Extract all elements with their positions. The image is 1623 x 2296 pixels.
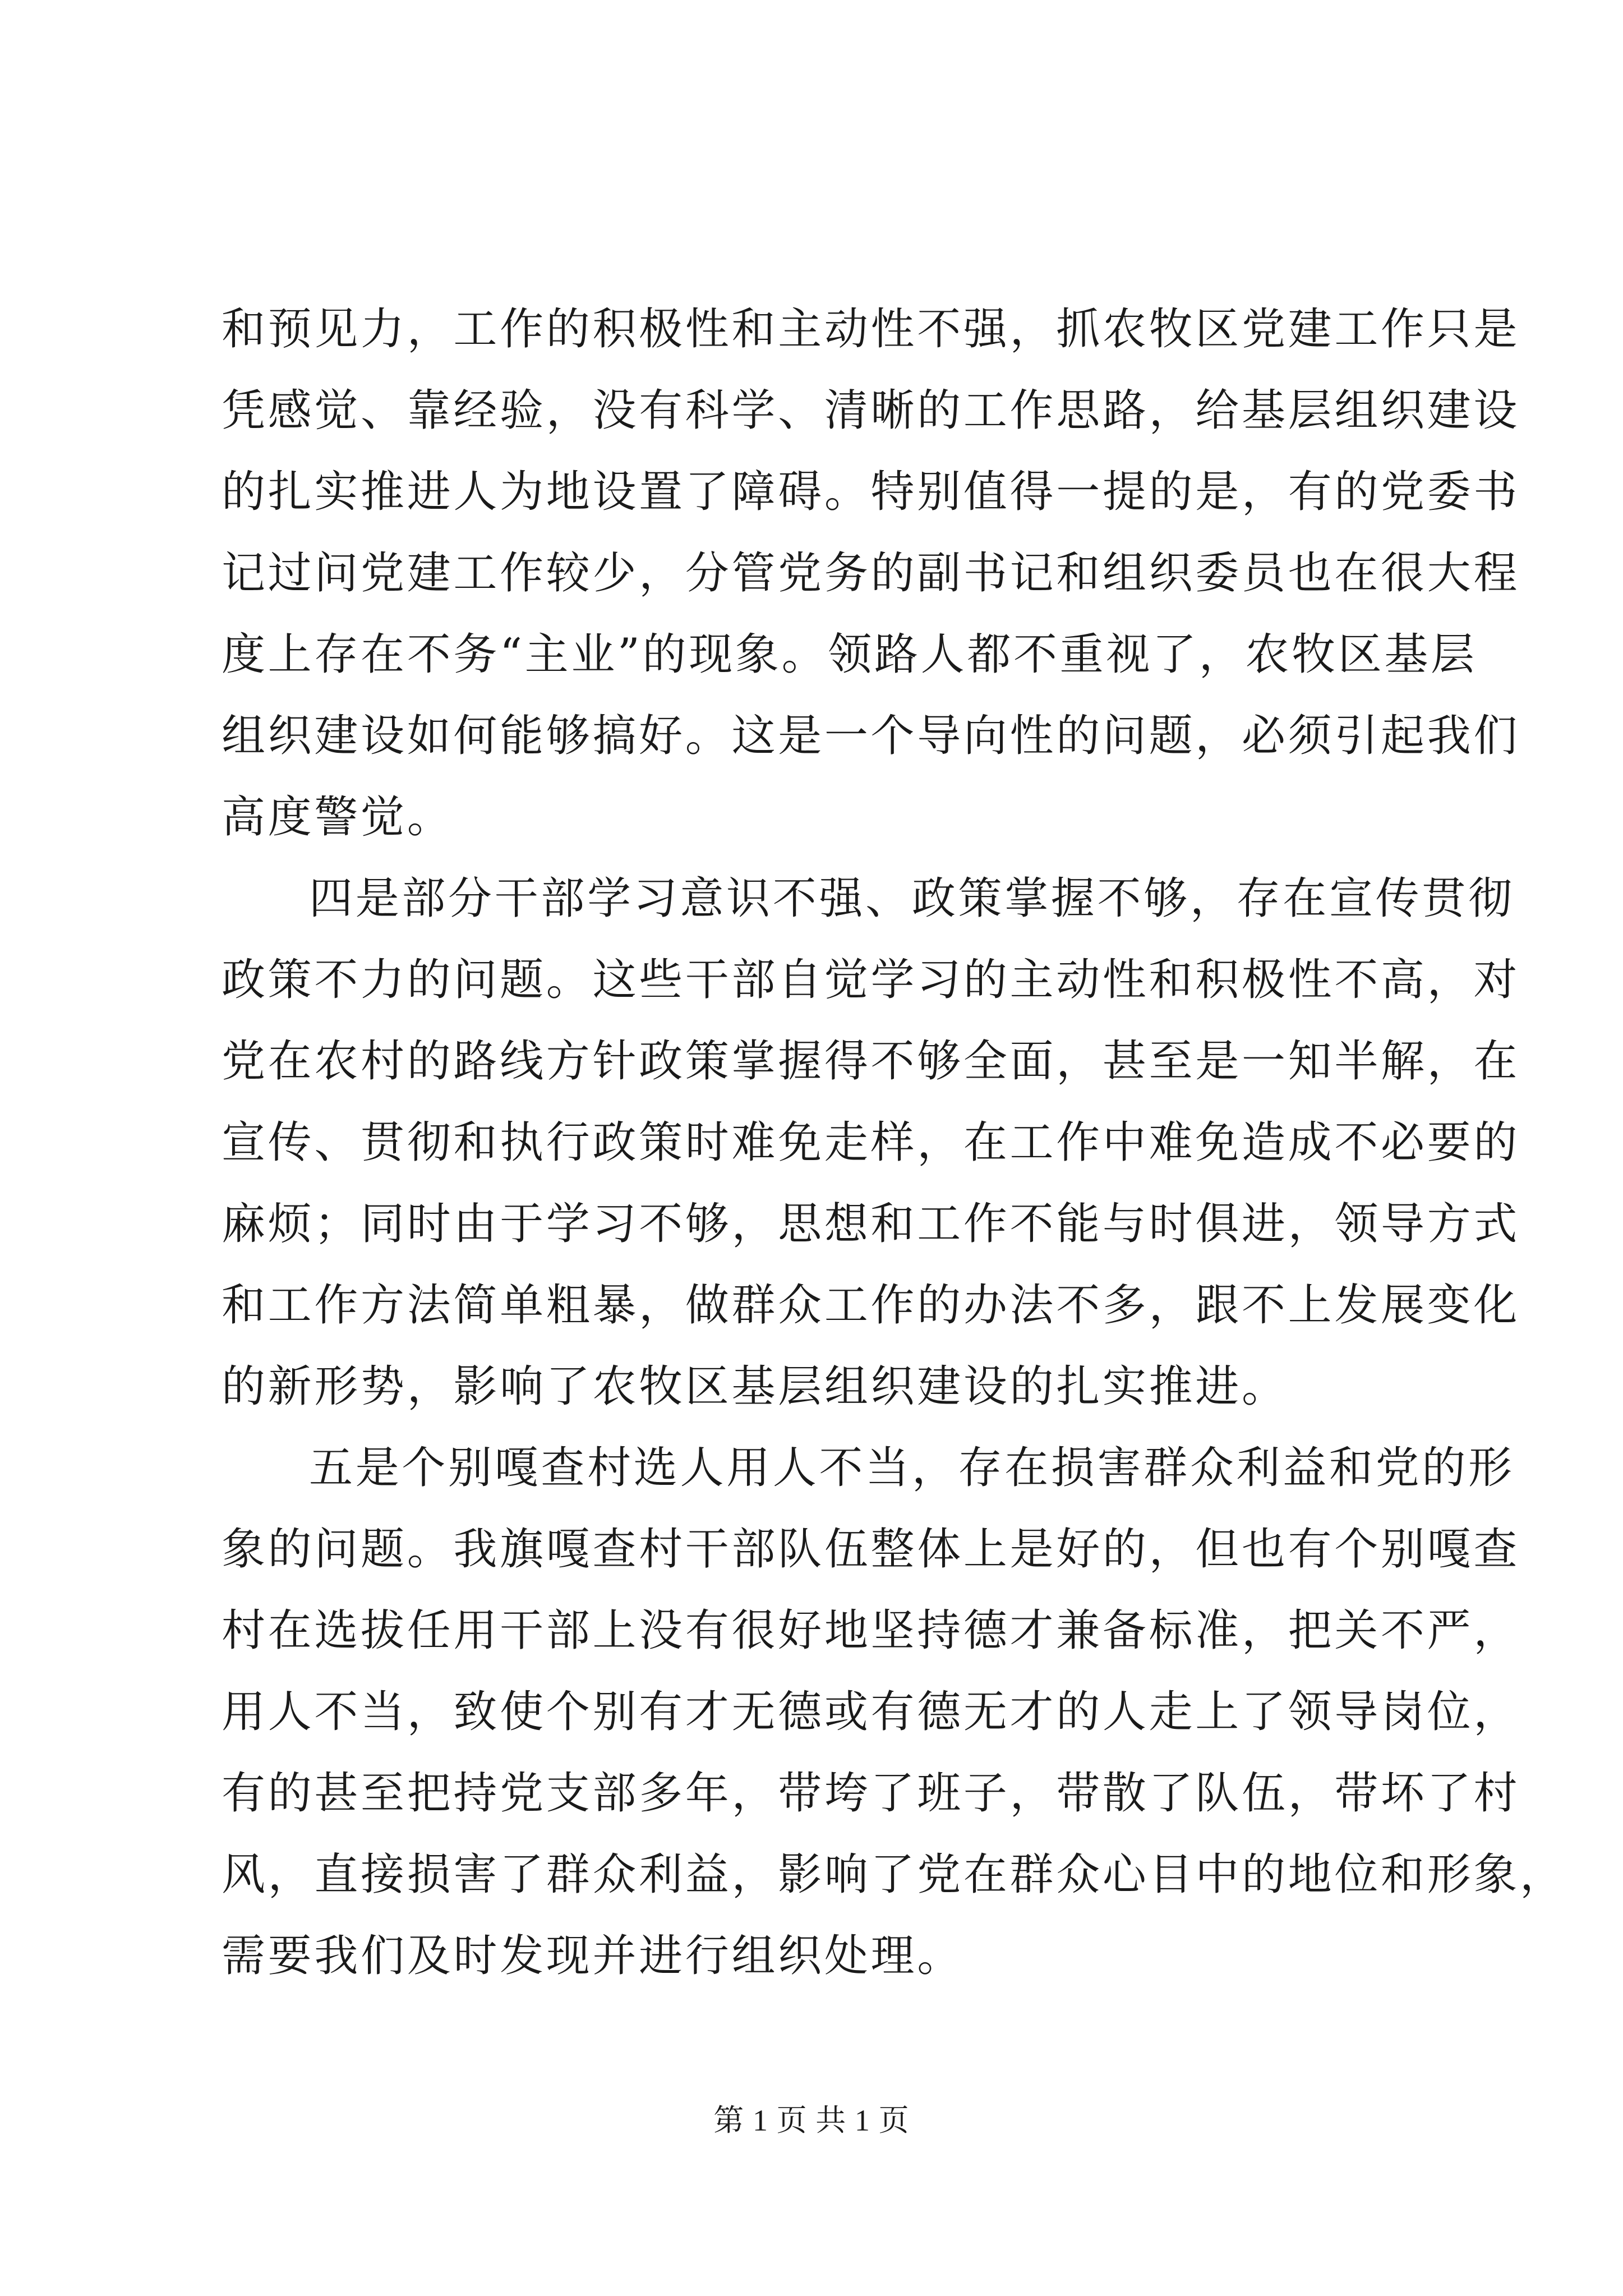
text-line: 需要我们及时发现并进行组织处理。 bbox=[222, 1931, 963, 1981]
text-line: 和工作方法简单粗暴，做群众工作的办法不多，跟不上发展变化 bbox=[222, 1280, 1520, 1331]
text-line: 高度警觉。 bbox=[222, 792, 454, 843]
text-line: 的扎实推进人为地设置了障碍。特别值得一提的是，有的党委书 bbox=[222, 467, 1520, 517]
page-footer bbox=[0, 2098, 1623, 2143]
text-line: 党在农村的路线方针政策掌握得不够全面，甚至是一知半解，在 bbox=[222, 1036, 1520, 1087]
document-body bbox=[222, 289, 1566, 1997]
text-line: 和预见力，工作的积极性和主动性不强，抓农牧区党建工作只是 bbox=[222, 304, 1520, 355]
page-number-label: 第 1 页 共 1 页 bbox=[713, 2104, 910, 2137]
text-line: 风，直接损害了群众利益，影响了党在群众心目中的地位和形象， bbox=[222, 1849, 1566, 1900]
text-line: 凭感觉、靠经验，没有科学、清晰的工作思路，给基层组织建设 bbox=[222, 385, 1520, 436]
text-line: 度上存在不务“主业”的现象。领路人都不重视了，农牧区基层 bbox=[222, 629, 1477, 680]
text-line: 有的甚至把持党支部多年，带垮了班子，带散了队伍，带坏了村 bbox=[222, 1768, 1520, 1819]
paragraph-2 bbox=[222, 858, 1520, 1428]
text-line: 麻烦；同时由于学习不够，思想和工作不能与时俱进，领导方式 bbox=[222, 1199, 1520, 1249]
text-line: 政策不力的问题。这些干部自觉学习的主动性和积极性不高，对 bbox=[222, 955, 1520, 1005]
paragraph-1 bbox=[222, 289, 1520, 858]
text-line: 村在选拔任用干部上没有很好地坚持德才兼备标准，把关不严， bbox=[222, 1605, 1520, 1656]
text-line: 组织建设如何能够搞好。这是一个导向性的问题，必须引起我们 bbox=[222, 711, 1520, 761]
paragraph-3 bbox=[222, 1428, 1566, 1997]
text-line: 象的问题。我旗嘎查村干部队伍整体上是好的，但也有个别嘎查 bbox=[222, 1524, 1520, 1575]
text-line-first: 四是部分干部学习意识不强、政策掌握不够，存在宣传贯彻 bbox=[309, 873, 1515, 924]
text-line: 宣传、贯彻和执行政策时难免走样，在工作中难免造成不必要的 bbox=[222, 1117, 1520, 1168]
text-line: 的新形势，影响了农牧区基层组织建设的扎实推进。 bbox=[222, 1361, 1288, 1412]
text-line: 记过问党建工作较少，分管党务的副书记和组织委员也在很大程 bbox=[222, 548, 1520, 599]
text-line-first: 五是个别嘎查村选人用人不当，存在损害群众利益和党的形 bbox=[309, 1443, 1515, 1493]
text-line: 用人不当，致使个别有才无德或有德无才的人走上了领导岗位， bbox=[222, 1687, 1520, 1737]
